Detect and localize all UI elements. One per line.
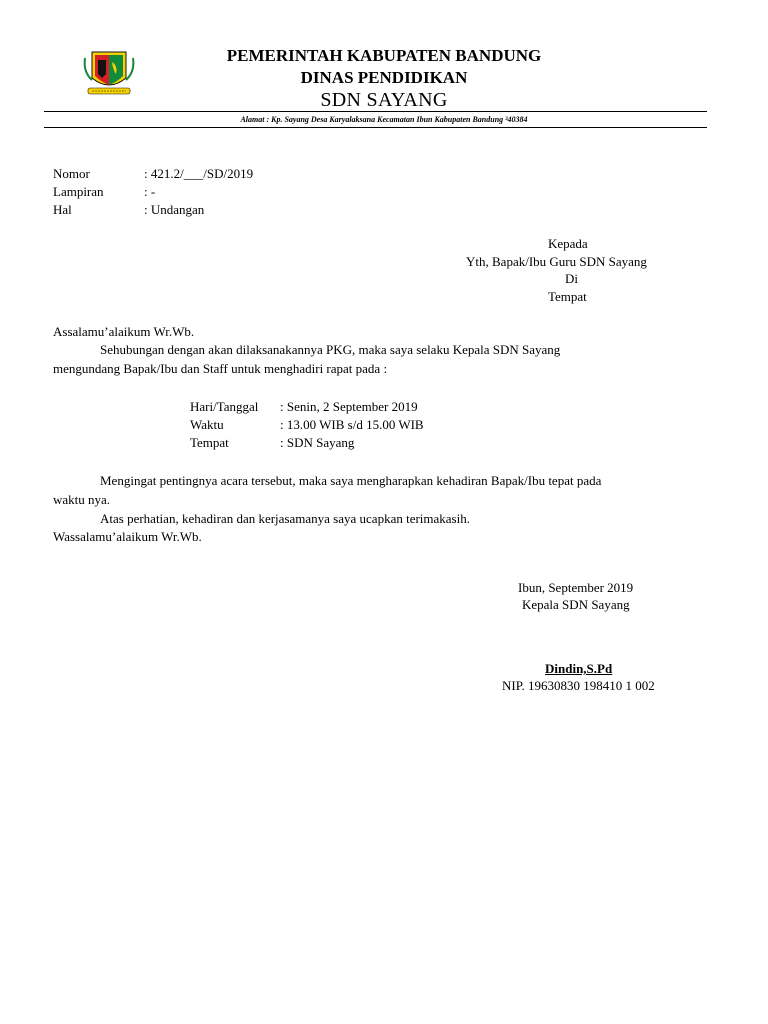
letterhead-address: Alamat : Kp. Sayang Desa Karyalaksana Kecamatan Ibun Kabupaten Bandung ³40384 bbox=[240, 115, 528, 124]
greeting: Assalamu’alaikum Wr.Wb. bbox=[53, 324, 195, 339]
signature-nip: NIP. 19630830 198410 1 002 bbox=[502, 678, 655, 693]
detail-value-place: : SDN Sayang bbox=[280, 435, 355, 450]
letterhead-government: PEMERINTAH KABUPATEN BANDUNG bbox=[226, 46, 542, 65]
recipient-di: Di bbox=[565, 271, 578, 286]
header-divider-bottom bbox=[44, 127, 707, 128]
signature-position: Kepala SDN Sayang bbox=[522, 597, 630, 612]
nomor-value: : 421.2/___/SD/2019 bbox=[144, 166, 254, 181]
detail-label-day: Hari/Tanggal bbox=[190, 399, 259, 414]
closing: Wassalamu’alaikum Wr.Wb. bbox=[53, 529, 202, 544]
signature-name: Dindin,S.Pd bbox=[545, 661, 613, 676]
hal-label: Hal bbox=[53, 202, 72, 217]
paragraph2-line2: waktu nya. bbox=[53, 492, 111, 507]
recipient-name: Yth, Bapak/Ibu Guru SDN Sayang bbox=[466, 254, 647, 269]
paragraph1-line2: mengundang Bapak/Ibu dan Staff untuk menghadiri rapat pada : bbox=[53, 361, 388, 376]
lampiran-value: : - bbox=[144, 184, 156, 199]
letterhead-school: SDN SAYANG bbox=[320, 89, 448, 111]
header-divider-top bbox=[44, 111, 707, 112]
signature-place-date: Ibun, September 2019 bbox=[518, 580, 634, 595]
hal-value: : Undangan bbox=[144, 202, 205, 217]
letterhead-department: DINAS PENDIDIKAN bbox=[300, 68, 468, 87]
nomor-label: Nomor bbox=[53, 166, 90, 181]
recipient-tempat: Tempat bbox=[548, 289, 587, 304]
detail-label-place: Tempat bbox=[190, 435, 229, 450]
detail-value-day: : Senin, 2 September 2019 bbox=[280, 399, 418, 414]
paragraph3: Atas perhatian, kehadiran dan kerjasamanya saya ucapkan terimakasih. bbox=[100, 511, 470, 526]
detail-value-time: : 13.00 WIB s/d 15.00 WIB bbox=[280, 417, 424, 432]
lampiran-label: Lampiran bbox=[53, 184, 104, 199]
paragraph2-line1: Mengingat pentingnya acara tersebut, maka saya mengharapkan kehadiran Bapak/Ibu tepat pada bbox=[100, 473, 602, 488]
paragraph1-line1: Sehubungan dengan akan dilaksanakannya PKG, maka saya selaku Kepala SDN Sayang bbox=[100, 342, 561, 357]
detail-label-time: Waktu bbox=[190, 417, 224, 432]
recipient-kepada: Kepada bbox=[548, 236, 588, 251]
